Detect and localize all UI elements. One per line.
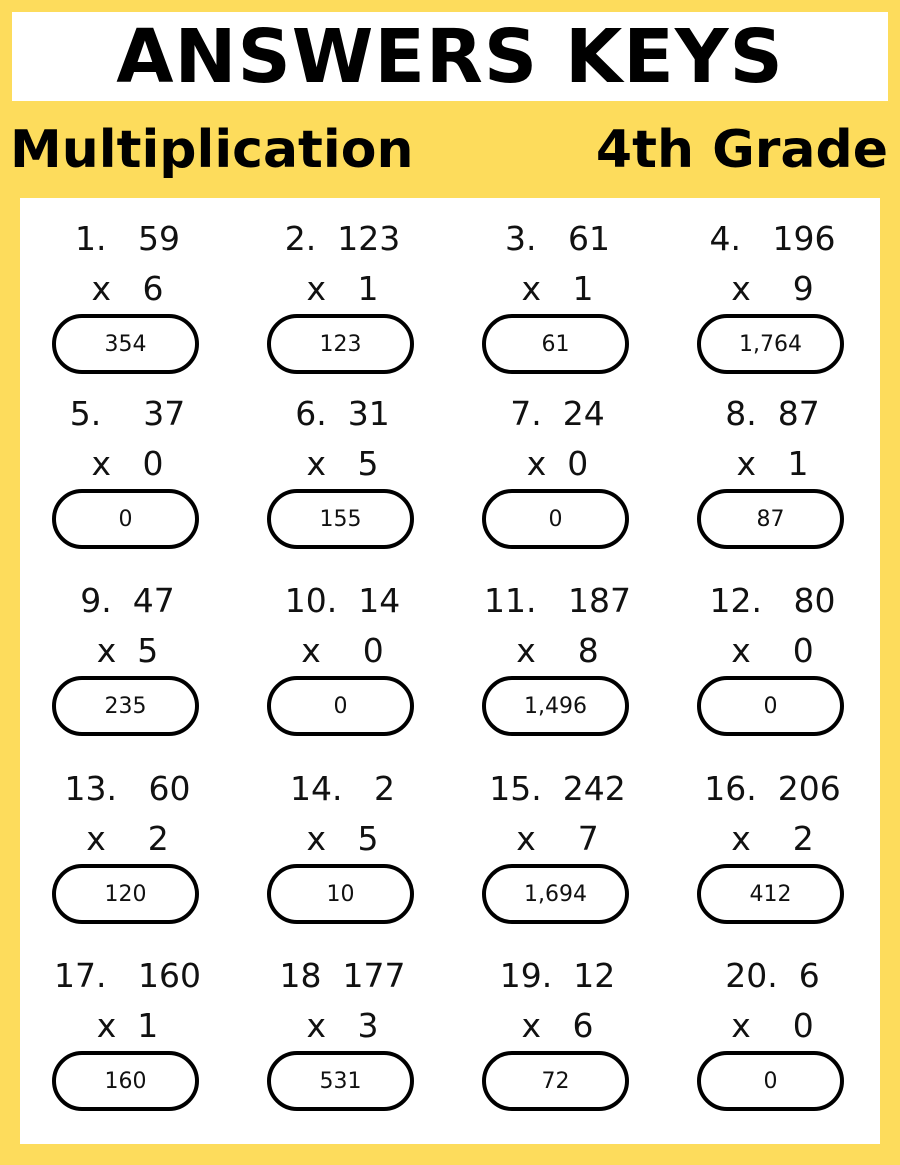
multiplicand: 31 [347, 394, 390, 433]
problem-number: 8. [725, 394, 757, 433]
times-sign: x [521, 1006, 542, 1045]
multiplier: 3 [357, 1006, 379, 1045]
problem-17 [20, 935, 235, 1115]
problem-number-line [20, 581, 235, 620]
problem-number: 11. [484, 581, 537, 620]
multiplier-line [665, 269, 880, 308]
problem-13 [20, 748, 235, 928]
multiplicand: 2 [373, 769, 395, 808]
problem-18 [235, 935, 450, 1115]
problem-number-line [235, 581, 450, 620]
multiplier-line [665, 444, 880, 483]
problem-number-line [235, 394, 450, 433]
multiplicand: 177 [342, 956, 406, 995]
times-sign: x [306, 1006, 327, 1045]
multiplier: 1 [137, 1006, 159, 1045]
multiplicand: 242 [562, 769, 626, 808]
multiplier: 1 [357, 269, 379, 308]
problem-number-line [20, 956, 235, 995]
problem-15 [450, 748, 665, 928]
problem-8 [665, 373, 880, 553]
answer-box: 123 [267, 314, 414, 374]
problem-number-line [665, 581, 880, 620]
problem-number-line [665, 769, 880, 808]
problem-number: 18 [279, 956, 322, 995]
multiplicand: 187 [567, 581, 631, 620]
problem-number: 13. [64, 769, 117, 808]
multiplier-line [20, 1006, 235, 1045]
problem-number: 5. [69, 394, 102, 433]
problem-number: 4. [709, 219, 741, 258]
problem-16 [665, 748, 880, 928]
multiplier: 9 [792, 269, 814, 308]
subject-label: Multiplication [10, 120, 414, 180]
problem-number-line [665, 219, 880, 258]
multiplicand: 12 [573, 956, 616, 995]
multiplier: 0 [142, 444, 164, 483]
problem-9 [20, 560, 235, 740]
multiplier-line [20, 631, 235, 670]
answer-box: 0 [697, 676, 844, 736]
answer-box: 354 [52, 314, 199, 374]
multiplicand: 6 [798, 956, 820, 995]
multiplier-line [450, 269, 665, 308]
times-sign: x [731, 1006, 751, 1045]
times-sign: x [526, 444, 547, 483]
problem-number-line [450, 769, 665, 808]
problem-number-line [235, 219, 450, 258]
times-sign: x [731, 631, 751, 670]
problem-number: 2. [284, 219, 317, 258]
multiplier: 0 [792, 1006, 814, 1045]
answer-box: 0 [482, 489, 629, 549]
times-sign: x [516, 819, 536, 858]
problem-number: 15. [489, 769, 542, 808]
times-sign: x [736, 444, 757, 483]
times-sign: x [306, 444, 327, 483]
multiplier-line [665, 631, 880, 670]
multiplicand: 80 [793, 581, 836, 620]
multiplier-line [235, 444, 450, 483]
multiplier-line [665, 1006, 880, 1045]
multiplicand: 206 [777, 769, 841, 808]
problem-11 [450, 560, 665, 740]
multiplier-line [665, 819, 880, 858]
problem-3 [450, 198, 665, 378]
multiplier: 5 [357, 819, 379, 858]
multiplier: 7 [577, 819, 599, 858]
problem-2 [235, 198, 450, 378]
problem-number: 19. [499, 956, 553, 995]
answer-box: 0 [52, 489, 199, 549]
problem-14 [235, 748, 450, 928]
problem-6 [235, 373, 450, 553]
answer-box: 1,496 [482, 676, 629, 736]
problem-number: 10. [284, 581, 338, 620]
multiplier: 5 [137, 631, 159, 670]
problem-number-line [235, 956, 450, 995]
problem-10 [235, 560, 450, 740]
multiplier-line [235, 819, 450, 858]
grade-label: 4th Grade [595, 120, 888, 180]
times-sign: x [731, 269, 751, 308]
problem-number-line [450, 581, 665, 620]
multiplier: 2 [792, 819, 814, 858]
problem-4 [665, 198, 880, 378]
problem-number: 9. [80, 581, 112, 620]
problem-number-line [450, 219, 665, 258]
title-banner [12, 12, 888, 101]
answer-box: 412 [697, 864, 844, 924]
answer-box: 1,764 [697, 314, 844, 374]
times-sign: x [521, 269, 542, 308]
multiplicand: 14 [358, 581, 401, 620]
multiplicand: 47 [132, 581, 175, 620]
multiplier-line [235, 269, 450, 308]
problem-number: 6. [295, 394, 327, 433]
problem-number-line [20, 394, 235, 433]
problem-number-line [20, 219, 235, 258]
multiplicand: 59 [137, 219, 180, 258]
multiplier-line [450, 444, 665, 483]
multiplier: 6 [142, 269, 164, 308]
problem-number-line [20, 769, 235, 808]
problem-19 [450, 935, 665, 1115]
times-sign: x [91, 444, 112, 483]
answer-box: 0 [697, 1051, 844, 1111]
answer-box: 1,694 [482, 864, 629, 924]
problem-number-line [665, 956, 880, 995]
times-sign: x [86, 819, 106, 858]
times-sign: x [306, 819, 327, 858]
multiplicand: 196 [772, 219, 836, 258]
problem-20 [665, 935, 880, 1115]
multiplicand: 123 [337, 219, 401, 258]
problem-number: 20. [725, 956, 778, 995]
problem-number-line [450, 956, 665, 995]
multiplier-line [20, 819, 235, 858]
multiplier-line [20, 444, 235, 483]
problem-number: 3. [505, 219, 537, 258]
problem-12 [665, 560, 880, 740]
times-sign: x [91, 269, 112, 308]
problem-number: 7. [510, 394, 542, 433]
times-sign: x [301, 631, 321, 670]
problem-number: 17. [54, 956, 107, 995]
multiplier-line [235, 1006, 450, 1045]
times-sign: x [306, 269, 327, 308]
answer-box: 155 [267, 489, 414, 549]
answer-box: 120 [52, 864, 199, 924]
multiplicand: 61 [567, 219, 610, 258]
problem-1 [20, 198, 235, 378]
multiplier: 0 [362, 631, 384, 670]
multiplicand: 160 [137, 956, 201, 995]
multiplier-line [235, 631, 450, 670]
answer-box: 531 [267, 1051, 414, 1111]
problem-5 [20, 373, 235, 553]
multiplicand: 24 [562, 394, 605, 433]
answer-box: 10 [267, 864, 414, 924]
problem-number: 16. [704, 769, 757, 808]
problem-number-line [450, 394, 665, 433]
problem-7 [450, 373, 665, 553]
multiplier: 8 [577, 631, 599, 670]
answer-box: 235 [52, 676, 199, 736]
multiplier: 0 [567, 444, 589, 483]
problem-number-line [665, 394, 880, 433]
problem-number: 12. [709, 581, 762, 620]
problem-number: 1. [75, 219, 107, 258]
answer-box: 160 [52, 1051, 199, 1111]
multiplier: 5 [357, 444, 379, 483]
times-sign: x [731, 819, 751, 858]
answer-sheet [20, 198, 880, 1144]
answer-box: 61 [482, 314, 629, 374]
times-sign: x [516, 631, 536, 670]
page-title: ANSWERS KEYS [116, 13, 784, 100]
multiplier: 6 [572, 1006, 594, 1045]
multiplier-line [450, 631, 665, 670]
multiplier-line [450, 819, 665, 858]
multiplier: 1 [787, 444, 809, 483]
answer-box: 72 [482, 1051, 629, 1111]
answer-box: 0 [267, 676, 414, 736]
multiplier: 2 [147, 819, 169, 858]
multiplier: 1 [572, 269, 594, 308]
problem-number-line [235, 769, 450, 808]
multiplier-line [20, 269, 235, 308]
multiplier-line [450, 1006, 665, 1045]
multiplicand: 60 [148, 769, 191, 808]
multiplicand: 87 [777, 394, 820, 433]
multiplier: 0 [792, 631, 814, 670]
times-sign: x [96, 1006, 117, 1045]
times-sign: x [96, 631, 117, 670]
answer-box: 87 [697, 489, 844, 549]
problem-number: 14. [290, 769, 343, 808]
multiplicand: 37 [143, 394, 186, 433]
